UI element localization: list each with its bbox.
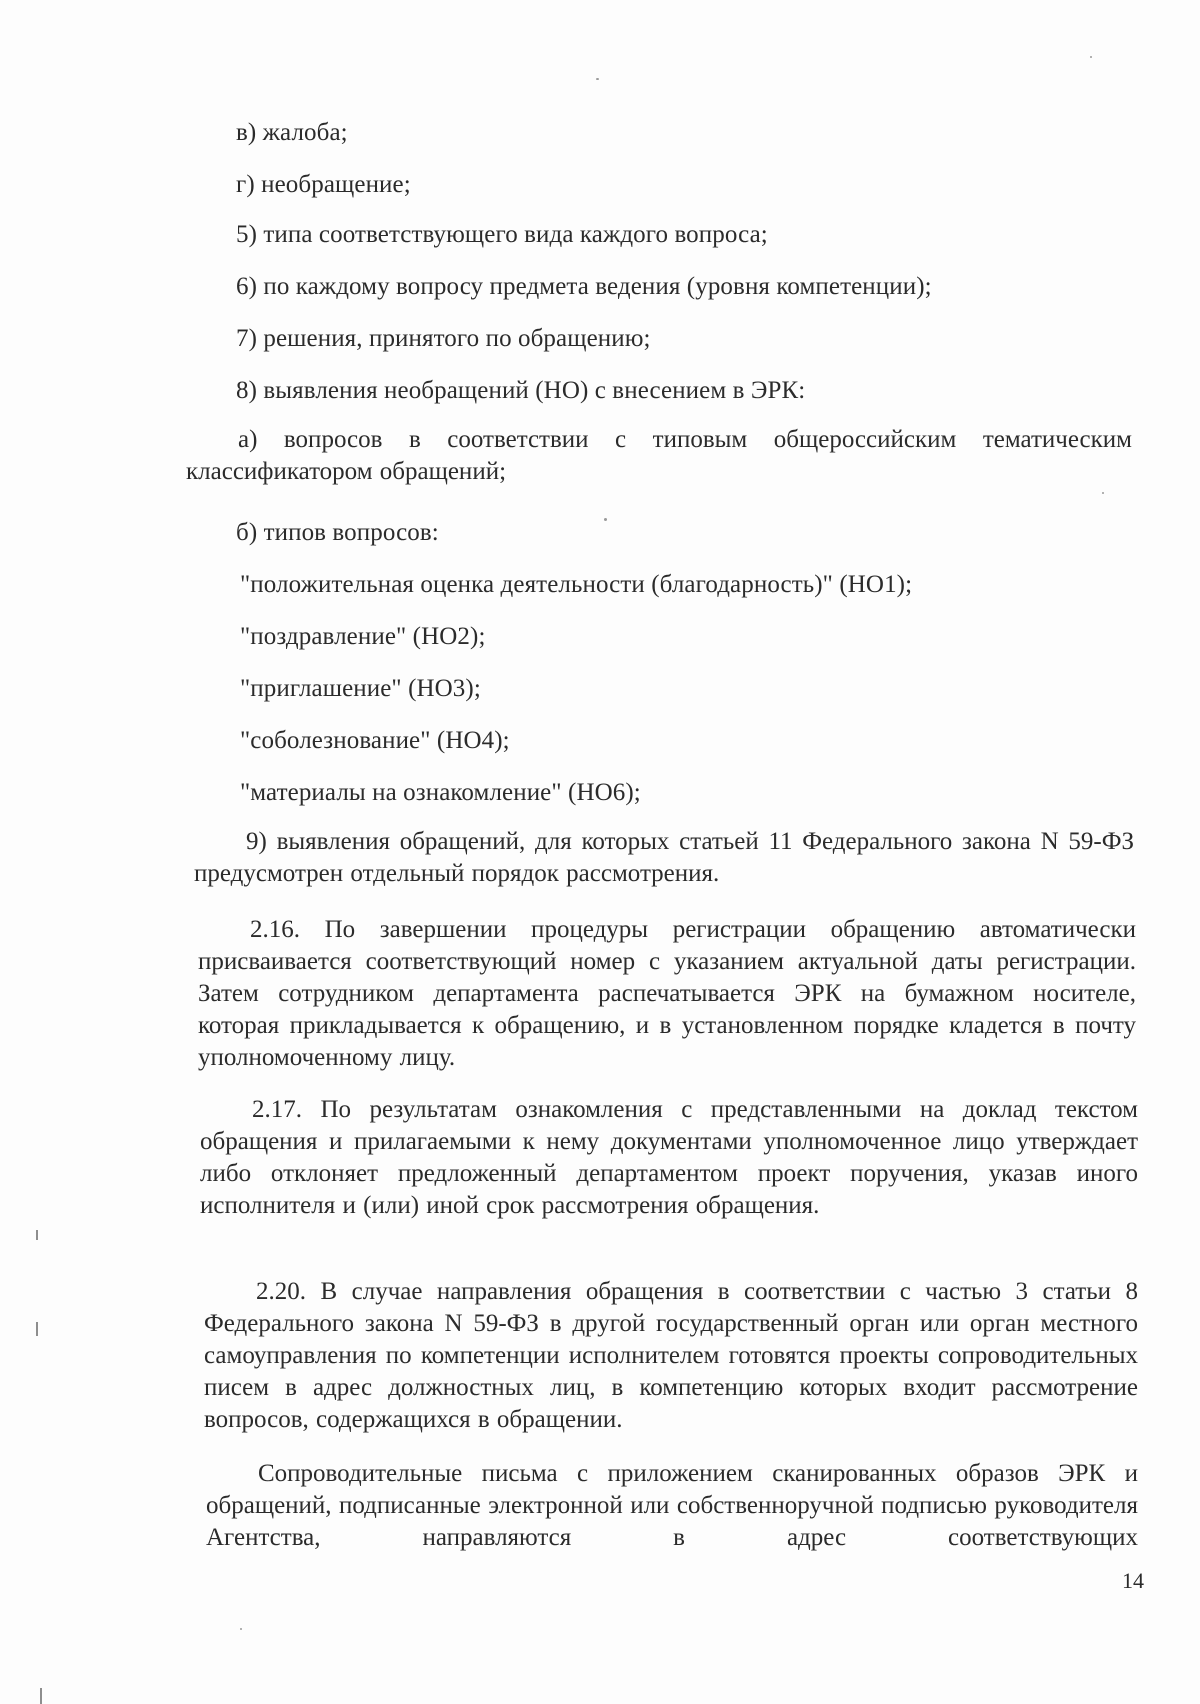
page-number: 14 <box>1122 1568 1144 1593</box>
list-item-6: 6) по каждому вопросу предмета ведения (уровня компетенции); <box>236 273 932 300</box>
scan-speck <box>240 1628 242 1630</box>
list-item-g: г) необращение; <box>236 171 411 198</box>
scan-speck <box>596 78 599 80</box>
margin-mark <box>40 1688 42 1704</box>
paragraph-cover-letters: Сопроводительные письма с приложением сканированных образов ЭРК и обращений, подписанные электронной или собственноручной подписью руководителя Агентства, направляются в адрес соответствующих <box>206 1460 1138 1551</box>
question-type-no6: "материалы на ознакомление" (НО6); <box>240 779 641 806</box>
paragraph-2-16: 2.16. По завершении процедуры регистрации обращению автоматически присваивается соответствующий номер с указанием актуальной даты регистрации. Затем сотрудником департамента распечатывается ЭРК на бумажном носителе, которая прикладывается к обращению, и в установленном порядке кладется в почту уполномоченному лицу. <box>198 916 1136 1071</box>
margin-mark <box>36 1230 38 1240</box>
question-type-no4: "соболезнование" (НО4); <box>240 727 510 754</box>
question-type-no1: "положительная оценка деятельности (благодарность)" (НО1); <box>240 571 913 598</box>
scan-speck <box>604 518 607 521</box>
paragraph-2-20: 2.20. В случае направления обращения в соответствии с частью 3 статьи 8 Федерального закона N 59-ФЗ в другой государственный орган или орган местного самоуправления по компетенции исполнителем готовятся проекты сопроводительных писем в адрес должностных лиц, в компетенцию которых входит рассмотрение вопросов, содержащихся в обращении. <box>204 1278 1138 1433</box>
list-item-5: 5) типа соответствующего вида каждого вопроса; <box>236 221 768 248</box>
list-item-a: а) вопросов в соответствии с типовым общероссийским тематическим классификатором обращений; <box>186 426 1132 485</box>
list-item-8: 8) выявления необращений (НО) с внесением в ЭРК: <box>236 377 806 404</box>
list-item-7: 7) решения, принятого по обращению; <box>236 325 651 352</box>
paragraph-2-17: 2.17. По результатам ознакомления с представленными на доклад текстом обращения и прилагаемыми к нему документами уполномоченное лицо утверждает либо отклоняет предложенный департаментом проект поручения, указав иного исполнителя и (или) иной срок рассмотрения обращения. <box>200 1096 1138 1219</box>
scan-speck <box>1090 56 1092 58</box>
scan-speck <box>1102 492 1104 494</box>
list-item-b: б) типов вопросов: <box>236 519 439 546</box>
question-type-no2: "поздравление" (НО2); <box>240 623 486 650</box>
list-item-9: 9) выявления обращений, для которых статьей 11 Федерального закона N 59-ФЗ предусмотрен отдельный порядок рассмотрения. <box>194 828 1134 887</box>
question-type-no3: "приглашение" (НО3); <box>240 675 481 702</box>
margin-mark <box>36 1322 38 1336</box>
list-item-v: в) жалоба; <box>236 119 348 146</box>
